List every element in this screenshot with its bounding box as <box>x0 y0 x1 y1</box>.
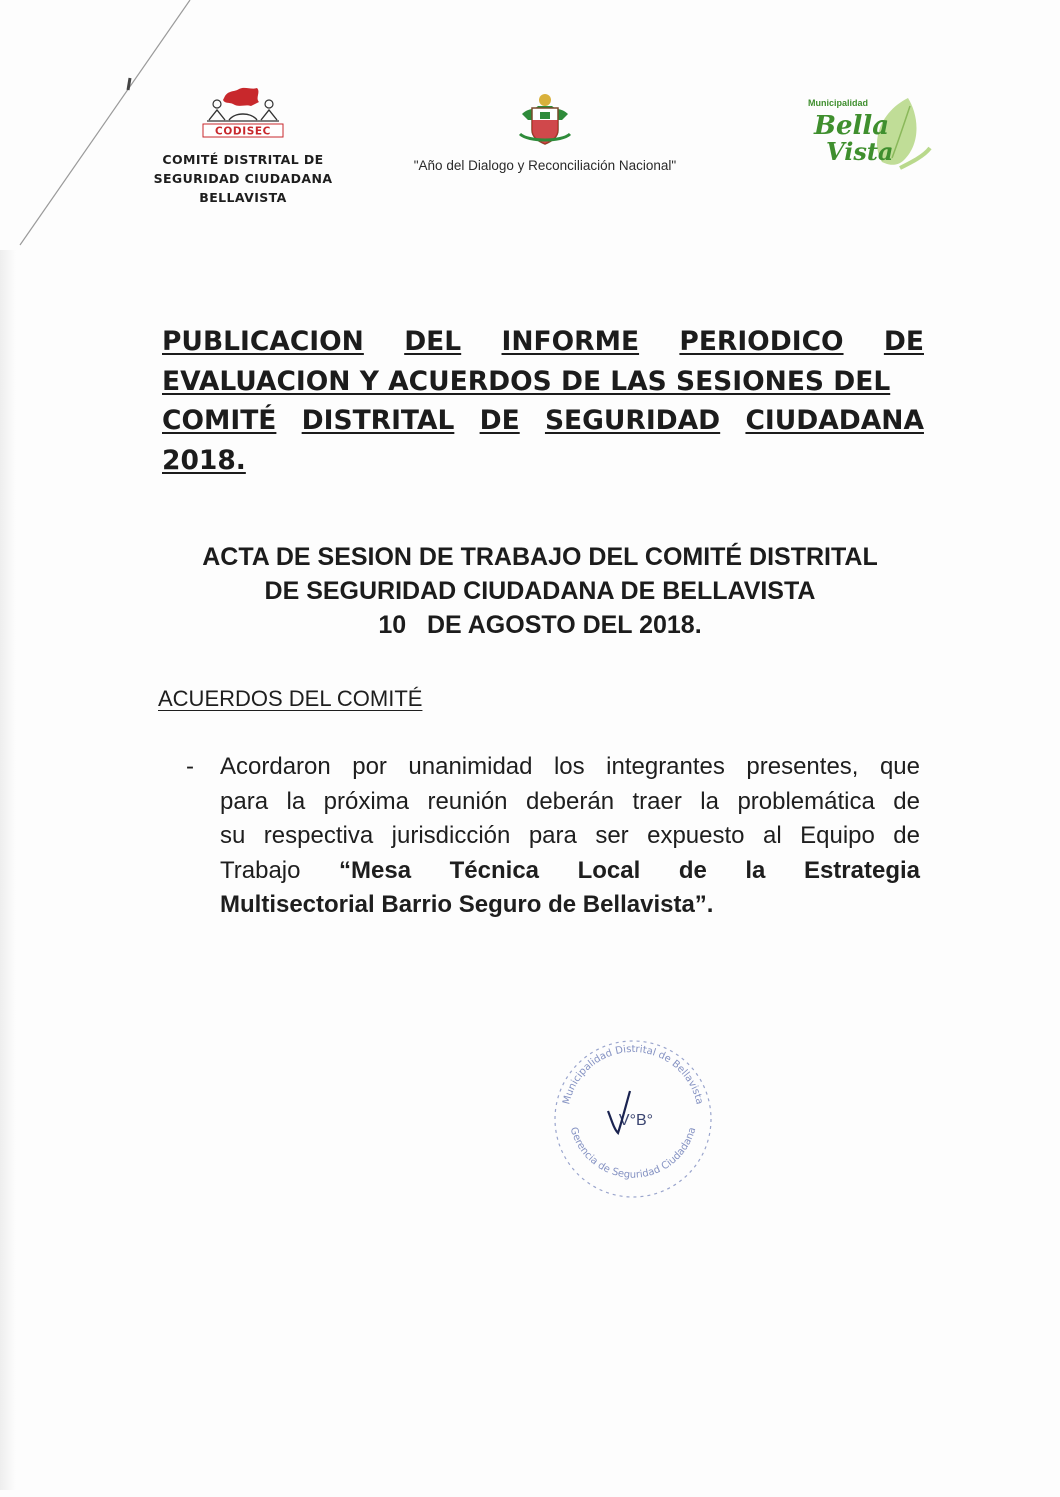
session-record-heading <box>140 540 940 642</box>
stamp-top-text: Municipalidad Distrital de Bellavista <box>561 1043 705 1106</box>
agreement-line-5: Multisectorial Barrio Seguro de Bellavista”. <box>220 891 714 918</box>
agreements-heading: ACUERDOS DEL COMITÉ <box>158 686 423 711</box>
municipality-name-1: Bella <box>814 111 890 141</box>
document-title <box>162 322 924 480</box>
agreement-line-3: su respectiva jurisdicción para ser expuesto al Equipo de <box>220 822 920 849</box>
acta-line-1: ACTA DE SESION DE TRABAJO DEL COMITÉ DISTRITAL <box>202 543 878 571</box>
national-motto-header <box>400 90 690 173</box>
organization-name <box>138 150 348 207</box>
acta-line-3: 10 DE AGOSTO DEL 2018. <box>378 611 702 639</box>
org-line-2: SEGURIDAD CIUDADANA <box>153 171 333 186</box>
agreement-line-4: Trabajo “Mesa Técnica Local de la Estrategia <box>220 856 920 884</box>
bellavista-leaf-icon <box>800 92 935 182</box>
coat-of-arms-icon <box>514 90 576 148</box>
stamp-bottom-text: Gerencia de Seguridad Ciudadana <box>567 1126 699 1181</box>
agreement-line-2: para la próxima reunión deberán traer la problemática de <box>220 787 920 815</box>
stamp-center-text: V°B° <box>618 1112 654 1129</box>
org-line-3: BELLAVISTA <box>199 190 287 205</box>
codisec-header <box>138 86 348 207</box>
scan-edge-shadow <box>0 250 16 1490</box>
title-line-4: 2018. <box>162 444 246 476</box>
municipality-label: Municipalidad <box>808 98 869 108</box>
org-line-1: COMITÉ DISTRITAL DE <box>162 152 324 167</box>
title-line-3: COMITÉ DISTRITAL DE SEGURIDAD CIUDADANA <box>162 405 924 436</box>
title-line-1: PUBLICACION DEL INFORME PERIODICO DE <box>162 326 924 357</box>
agreement-line-1: Acordaron por unanimidad los integrantes presentes, que <box>220 753 920 780</box>
codisec-label: CODISEC <box>215 125 271 138</box>
approval-stamp <box>548 1025 718 1200</box>
bullet-dash: - <box>186 753 194 780</box>
codisec-logo-icon <box>195 86 291 144</box>
bellavista-logo <box>800 92 935 182</box>
svg-text:Municipalidad Distrital de Bel <box>561 1044 704 1106</box>
svg-text:Gerencia de Seguridad Ciudadan <box>568 1126 699 1181</box>
title-line-2: EVALUACION Y ACUERDOS DE LAS SESIONES DEL <box>162 365 891 397</box>
acta-line-2: DE SEGURIDAD CIUDADANA DE BELLAVISTA <box>264 577 816 605</box>
year-motto: "Año del Dialogo y Reconciliación Nacional" <box>413 158 677 173</box>
municipality-name-2: Vista <box>826 137 894 166</box>
agreement-text <box>220 750 920 923</box>
